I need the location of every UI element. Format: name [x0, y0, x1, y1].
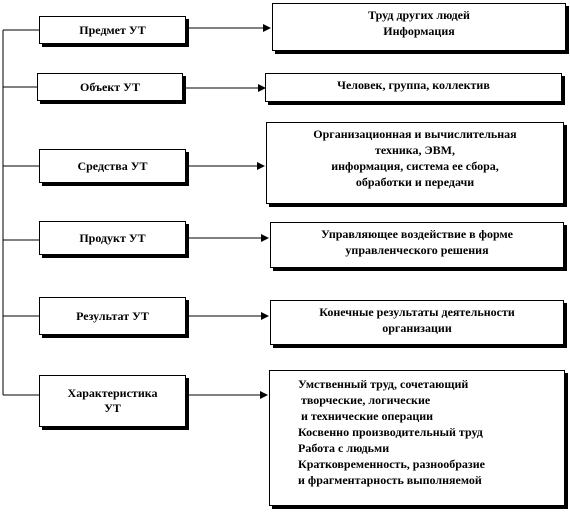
- right-box-line: Информация: [383, 24, 455, 38]
- left-box-product: [39, 221, 186, 255]
- right-box-line: Работа с людьми: [298, 441, 390, 455]
- left-box-result: [39, 297, 186, 335]
- right-box-result: [270, 300, 564, 345]
- right-box-line: Труд других людей: [368, 8, 470, 22]
- right-box-line: Человек, группа, коллектив: [337, 78, 490, 92]
- right-box-line: Организационная и вычислительная: [313, 127, 517, 141]
- left-box-means: [39, 149, 186, 183]
- right-box-line: информация, система ее сбора,: [331, 159, 499, 173]
- left-box-label: Средства УТ: [77, 158, 148, 173]
- left-box-label: Предмет УТ: [79, 22, 146, 37]
- left-box-subject: [39, 16, 186, 44]
- right-box-line: и технические операции: [298, 409, 434, 423]
- right-box-line: организации: [382, 321, 452, 335]
- right-box-product: [270, 222, 564, 268]
- right-box-line: Умственный труд, сочетающий: [298, 377, 469, 391]
- right-box-line: Управляющее воздействие в форме: [321, 227, 513, 241]
- right-box-line: Кратковременность, разнообразие: [298, 457, 485, 471]
- left-box-label: Характеристика: [67, 386, 158, 400]
- right-box-object: [265, 73, 562, 102]
- right-box-line: управленческого решения: [345, 243, 489, 257]
- right-box-line: и фрагментарность выполняемой: [298, 473, 482, 487]
- left-box-label: Объект УТ: [80, 79, 140, 94]
- right-box-subject: [272, 3, 566, 51]
- left-box-object: [37, 73, 183, 101]
- right-box-line: Косвенно производительный труд: [298, 425, 483, 439]
- right-box-line: Конечные результаты деятельности: [319, 305, 515, 319]
- left-box-characteristic: [39, 375, 186, 427]
- right-box-line: обработки и передачи: [355, 175, 475, 189]
- right-box-line: творческие, логические: [298, 393, 431, 407]
- left-box-label: УТ: [104, 401, 121, 415]
- left-box-label: Продукт УТ: [79, 230, 146, 245]
- right-box-characteristic: [269, 370, 565, 506]
- right-box-line: техника, ЭВМ,: [374, 143, 455, 157]
- left-box-label: Результат УТ: [76, 308, 149, 323]
- right-box-means: [266, 122, 564, 204]
